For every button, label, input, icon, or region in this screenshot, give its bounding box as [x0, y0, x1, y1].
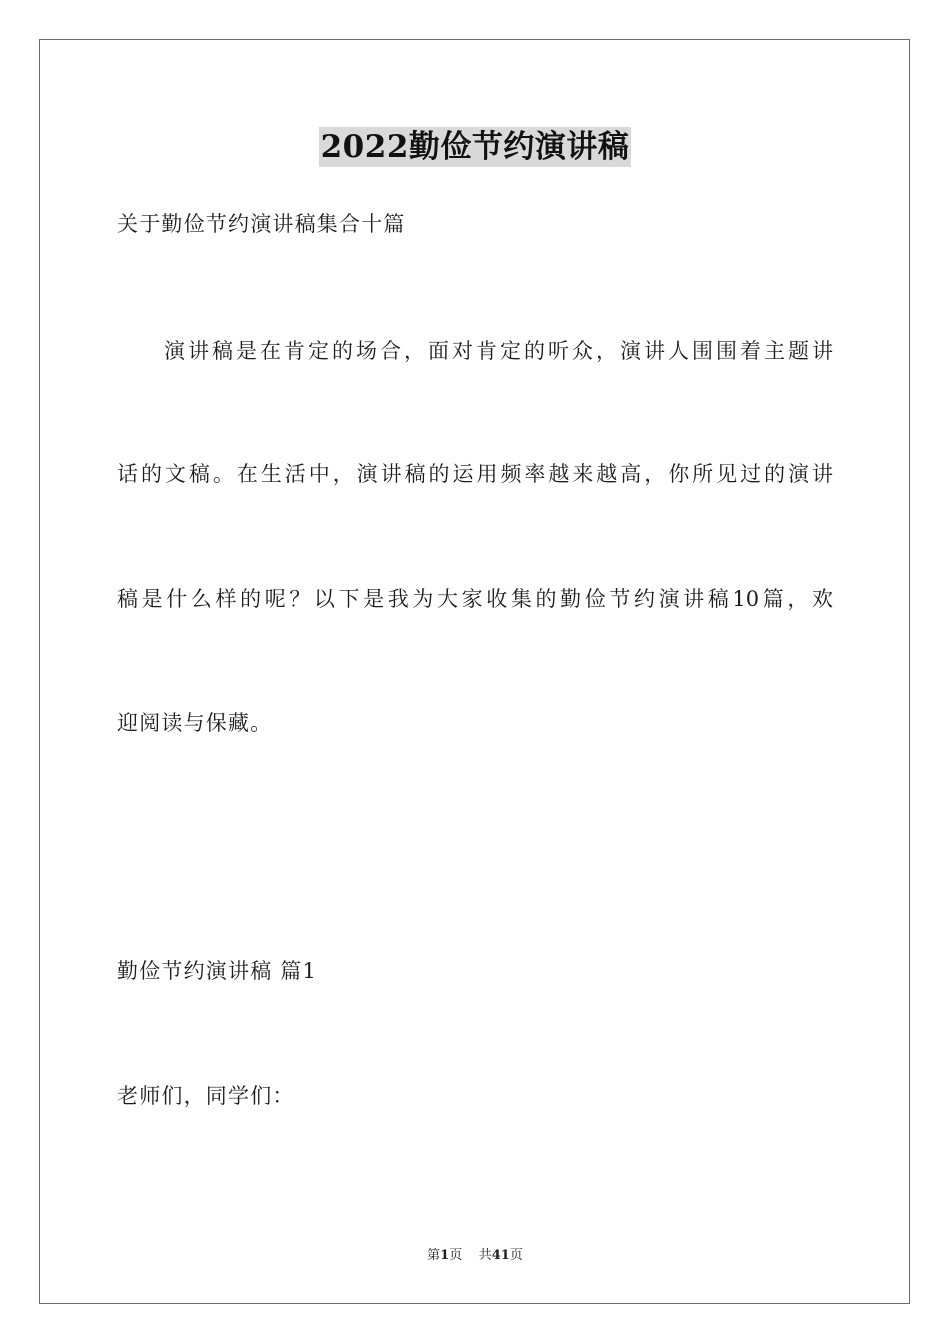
title-container [0, 127, 950, 167]
footer-total-pages: 41 [491, 1248, 510, 1263]
footer-page-number: 1 [440, 1248, 450, 1263]
intro-paragraph-line: 稿是什么样的呢？以下是我为大家收集的勤俭节约演讲稿10篇，欢 [117, 587, 833, 611]
intro-paragraph-line: 话的文稿。在生活中，演讲稿的运用频率越来越高，你所见过的演讲 [117, 462, 833, 486]
page-footer [0, 1247, 950, 1265]
footer-page-suffix: 页 [449, 1248, 463, 1263]
footer-total-prefix: 共 [478, 1248, 492, 1263]
section-heading: 勤俭节约演讲稿 篇1 [117, 959, 318, 983]
document-subtitle: 关于勤俭节约演讲稿集合十篇 [117, 212, 406, 236]
document-title: 2022勤俭节约演讲稿 [320, 129, 630, 165]
intro-paragraph-line: 迎阅读与保藏。 [117, 711, 273, 735]
intro-paragraph-line: 演讲稿是在肯定的场合，面对肯定的听众，演讲人围围着主题讲 [164, 339, 833, 363]
footer-total-suffix: 页 [509, 1248, 523, 1263]
salutation: 老师们，同学们： [117, 1084, 295, 1108]
footer-page-prefix: 第 [427, 1248, 441, 1263]
